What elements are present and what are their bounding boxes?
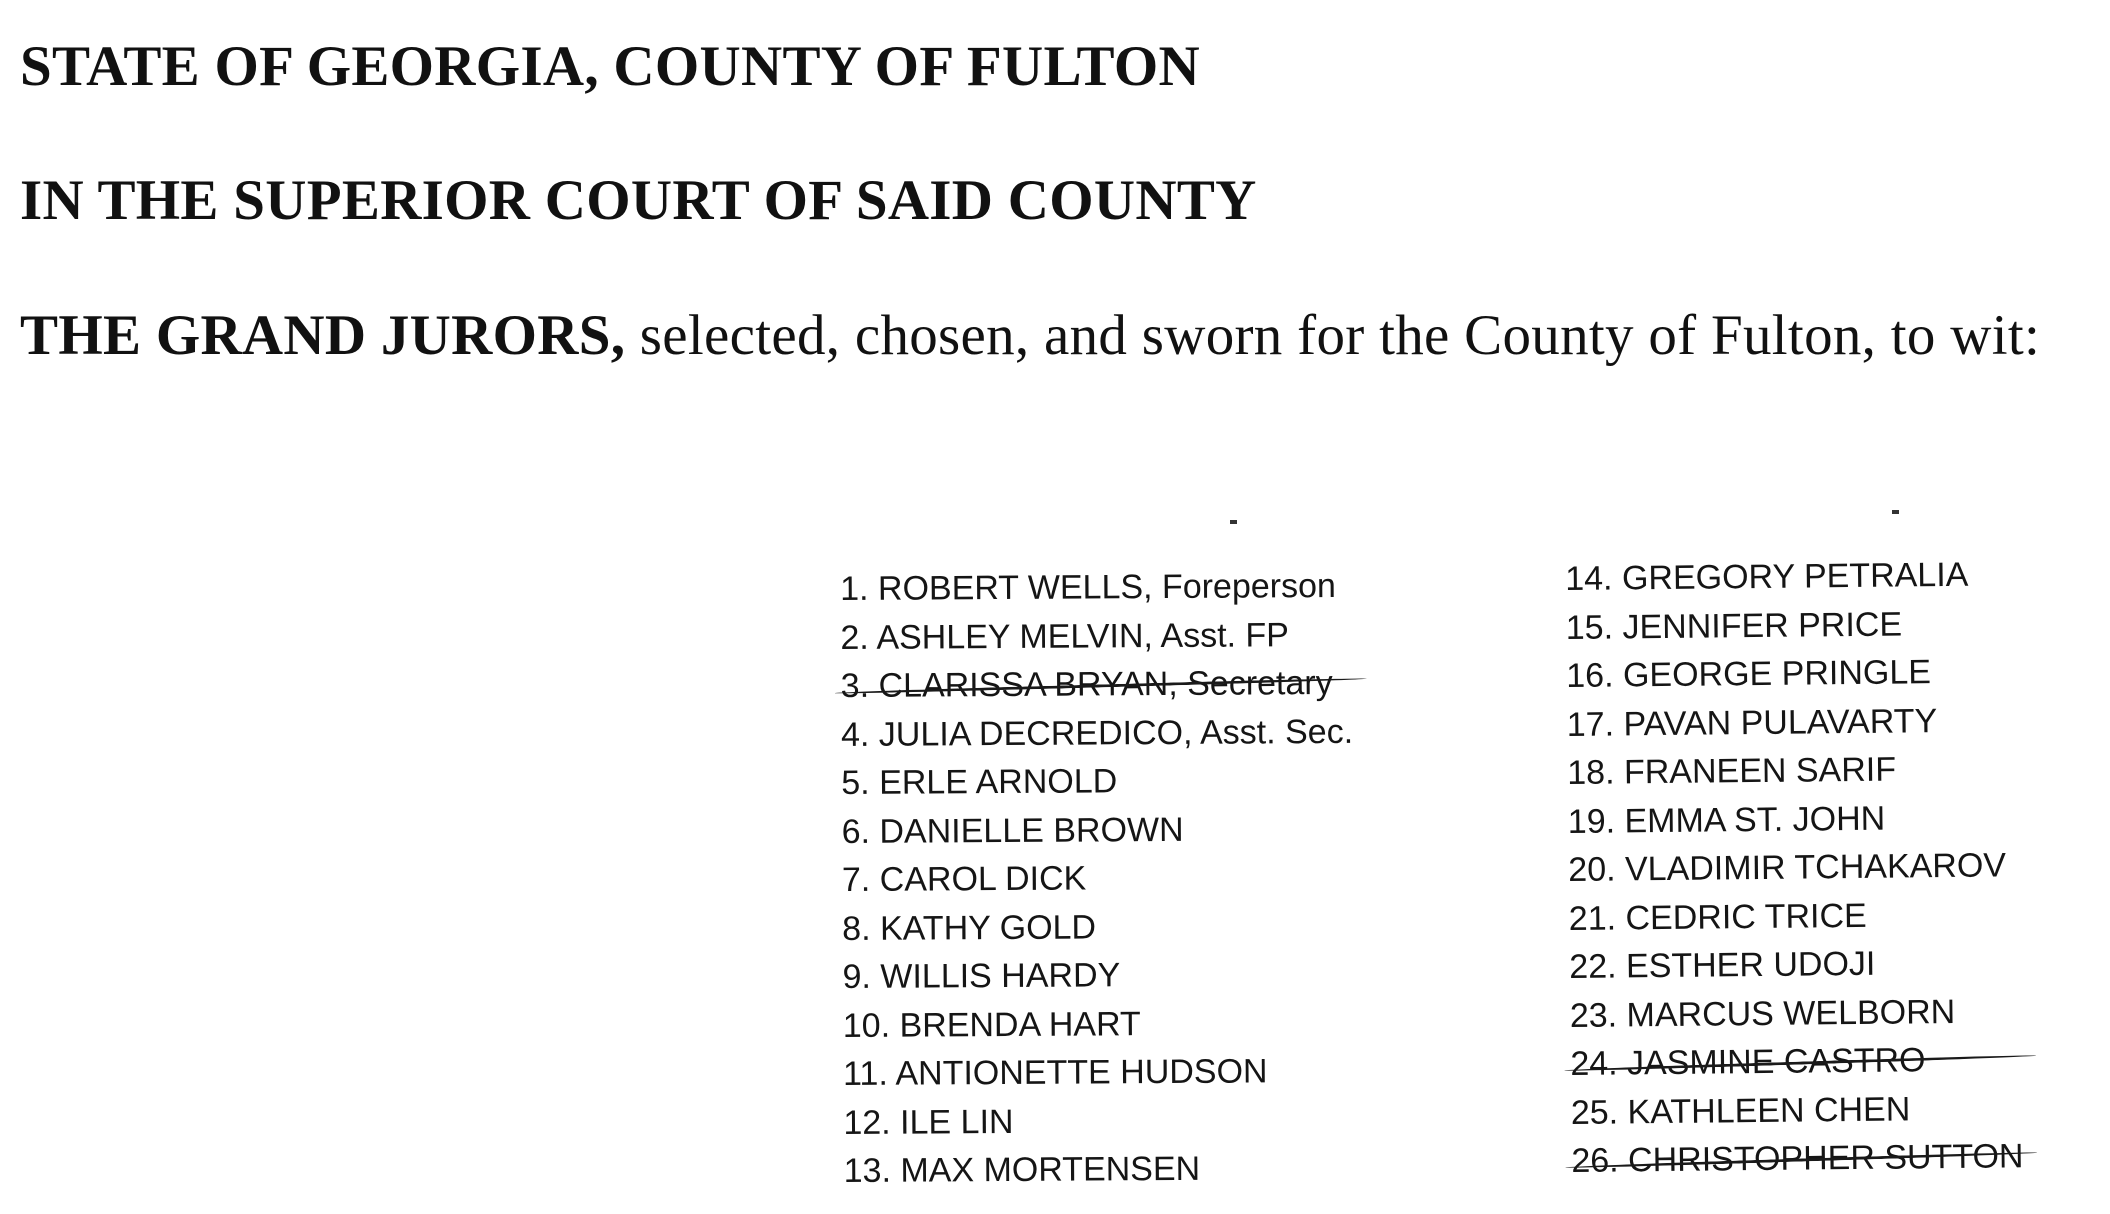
juror-entry bbox=[1568, 841, 2021, 894]
header-state-county bbox=[20, 34, 1200, 99]
header-court-text: IN THE SUPERIOR COURT OF SAID COUNTY bbox=[20, 169, 1257, 232]
scan-mark bbox=[1892, 510, 1899, 514]
juror-entry bbox=[841, 804, 1353, 856]
juror-name: 10. BRENDA HART bbox=[842, 1004, 1141, 1045]
juror-name: 18. FRANEEN SARIF bbox=[1567, 750, 1897, 792]
juror-entry bbox=[842, 853, 1354, 905]
juror-entry bbox=[841, 707, 1353, 759]
juror-name: 21. CEDRIC TRICE bbox=[1568, 896, 1867, 938]
juror-name: 3. CLARISSA BRYAN, Secretary bbox=[840, 663, 1333, 705]
juror-entry bbox=[843, 1047, 1355, 1099]
juror-entry bbox=[1569, 938, 2022, 991]
juror-entry bbox=[842, 901, 1354, 953]
juror-entry bbox=[842, 950, 1354, 1002]
juror-name: 20. VLADIMIR TCHAKAROV bbox=[1568, 846, 2007, 889]
juror-entry-struck bbox=[841, 659, 1353, 711]
juror-name: 22. ESTHER UDOJI bbox=[1569, 944, 1876, 986]
grand-jurors-intro-text: selected, chosen, and sworn for the County of Fulton, to wit: bbox=[625, 304, 2041, 367]
juror-entry bbox=[1567, 696, 2020, 749]
juror-entry bbox=[843, 1095, 1355, 1147]
juror-entry-struck bbox=[1570, 1035, 2023, 1088]
juror-entry bbox=[1566, 647, 2019, 700]
juror-name: 13. MAX MORTENSEN bbox=[843, 1149, 1201, 1190]
juror-entry bbox=[1571, 1084, 2024, 1137]
juror-name: 24. JASMINE CASTRO bbox=[1570, 1041, 1926, 1083]
juror-name: 19. EMMA ST. JOHN bbox=[1567, 799, 1886, 841]
juror-name: 1. ROBERT WELLS, Foreperson bbox=[840, 566, 1336, 608]
juror-name: 11. ANTIONETTE HUDSON bbox=[842, 1052, 1268, 1093]
juror-entry bbox=[1568, 793, 2021, 846]
juror-name: 26. CHRISTOPHER SUTTON bbox=[1571, 1137, 2024, 1180]
juror-name: 23. MARCUS WELBORN bbox=[1569, 992, 1956, 1035]
header-court bbox=[20, 168, 1257, 233]
juror-name: 14. GREGORY PETRALIA bbox=[1565, 555, 1969, 598]
juror-entry bbox=[844, 1144, 1356, 1196]
juror-name: 15. JENNIFER PRICE bbox=[1565, 604, 1903, 647]
juror-name: 6. DANIELLE BROWN bbox=[841, 810, 1184, 851]
juror-name: 9. WILLIS HARDY bbox=[842, 956, 1121, 996]
juror-name: 16. GEORGE PRINGLE bbox=[1566, 653, 1932, 695]
juror-name: 8. KATHY GOLD bbox=[842, 907, 1097, 948]
juror-name: 5. ERLE ARNOLD bbox=[841, 762, 1118, 802]
juror-name: 4. JULIA DECREDICO, Asst. Sec. bbox=[840, 712, 1354, 754]
juror-entry bbox=[1567, 744, 2020, 797]
juror-name: 25. KATHLEEN CHEN bbox=[1570, 1089, 1911, 1132]
juror-entry bbox=[1569, 890, 2022, 943]
juror-entry bbox=[841, 756, 1353, 808]
juror-entry bbox=[1570, 987, 2023, 1040]
juror-entry-struck bbox=[1571, 1132, 2024, 1185]
juror-name: 2. ASHLEY MELVIN, Asst. FP bbox=[840, 615, 1290, 657]
juror-name: 12. ILE LIN bbox=[843, 1102, 1014, 1142]
scan-mark bbox=[1230, 520, 1237, 524]
juror-entry bbox=[1565, 550, 2018, 603]
juror-entry bbox=[843, 998, 1355, 1050]
juror-name: 7. CAROL DICK bbox=[841, 859, 1087, 899]
juror-entry bbox=[840, 562, 1352, 614]
grand-jurors-label: THE GRAND JURORS, bbox=[20, 304, 626, 367]
grand-jurors-intro bbox=[20, 303, 2040, 368]
juror-entry bbox=[840, 610, 1352, 662]
juror-entry bbox=[1566, 599, 2019, 652]
juror-name: 17. PAVAN PULAVARTY bbox=[1566, 701, 1938, 744]
header-state-county-text: STATE OF GEORGIA, COUNTY OF FULTON bbox=[20, 35, 1200, 98]
juror-list-left bbox=[840, 562, 1356, 1196]
juror-list-right bbox=[1565, 550, 2024, 1185]
